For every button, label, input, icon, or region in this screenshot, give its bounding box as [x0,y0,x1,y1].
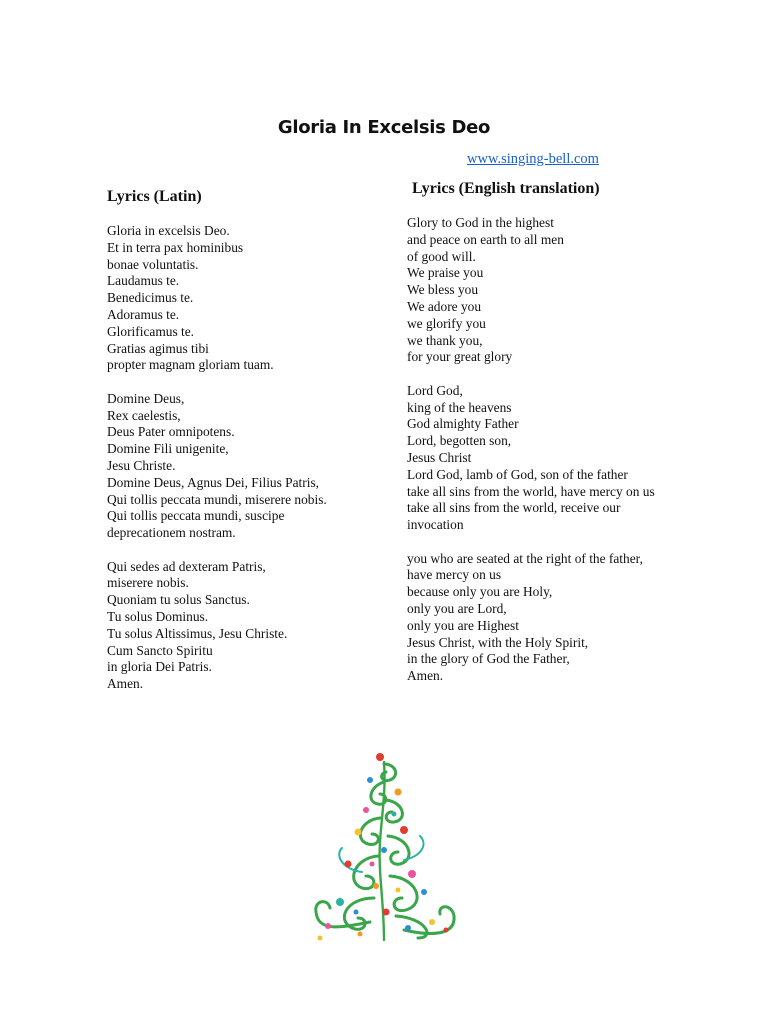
lyric-line: Jesu Christe. [107,457,176,473]
lyric-line: because only you are Holy, [407,584,553,600]
lyric-line: Cum Sancto Spiritu [107,642,213,658]
lyric-line: only you are Lord, [407,600,507,616]
lyric-line: Laudamus te. [107,273,180,289]
lyric-line: Deus Pater omnipotens. [107,424,235,440]
lyric-line: Glory to God in the highest [407,215,554,230]
lyric-line: We praise you [407,265,484,281]
lyric-line: for your great glory [407,349,513,365]
latin-stanza-2 [107,391,387,542]
lyric-line: Lord God, lamb of God, son of the father [407,466,628,482]
lyric-line: Domine Deus, [107,390,185,406]
lyric-line: Gloria in excelsis Deo. [107,223,230,238]
lyric-line: Domine Fili unigenite, [107,441,229,457]
english-heading: Lyrics (English translation) [412,180,600,197]
latin-stanza-3 [107,559,387,693]
lyric-line: Qui sedes ad dexteram Patris, [107,558,266,574]
lyric-line: Et in terra pax hominibus [107,239,244,255]
english-lyrics [407,215,707,702]
lyric-line: in the glory of God the Father, [407,651,570,667]
website-link[interactable]: www.singing-bell.com [467,151,599,167]
lyric-line: Glorificamus te. [107,323,195,339]
lyric-line: propter magnam gloriam tuam. [107,357,274,373]
lyric-line: king of the heavens [407,399,512,415]
english-stanza-3 [407,551,707,685]
lyric-line: take all sins from the world, receive our [407,500,621,516]
lyric-line: of good will. [407,248,476,264]
lyric-line: you who are seated at the right of the father, [407,550,643,566]
lyric-line: bonae voluntatis. [107,256,199,272]
page-title: Gloria In Excelsis Deo [277,117,491,138]
lyric-line: God almighty Father [407,416,519,432]
lyric-line: Amen. [407,668,444,684]
lyric-line: Tu solus Dominus. [107,608,209,624]
lyric-line: Rex caelestis, [107,407,181,423]
lyric-line: Qui tollis peccata mundi, suscipe [107,508,285,524]
lyric-line: in gloria Dei Patris. [107,659,212,675]
lyric-line: we thank you, [407,332,483,348]
lyric-line: Quoniam tu solus Sanctus. [107,592,250,608]
lyric-line: invocation [407,517,464,533]
english-stanza-2 [407,383,707,534]
lyric-line: Qui tollis peccata mundi, miserere nobis. [107,491,327,507]
lyric-line: Jesus Christ, with the Holy Spirit, [407,634,589,650]
lyric-line: Jesus Christ [407,449,472,465]
lyric-line: deprecationem nostram. [107,525,236,541]
christmas-tree-icon [300,752,468,942]
english-stanza-1 [407,215,707,366]
lyric-line: Amen. [107,676,144,692]
lyric-line: miserere nobis. [107,575,189,591]
lyric-line: Adoramus te. [107,306,180,322]
latin-lyrics [107,223,387,710]
lyric-line: only you are Highest [407,617,519,633]
lyric-line: take all sins from the world, have mercy on us [407,483,655,499]
lyric-line: Domine Deus, Agnus Dei, Filius Patris, [107,474,320,490]
lyric-line: Benedicimus te. [107,290,194,306]
lyric-line: Lord, begotten son, [407,433,512,449]
lyric-line: We adore you [407,298,482,314]
lyric-line: Gratias agimus tibi [107,340,209,356]
latin-heading: Lyrics (Latin) [107,188,202,205]
lyric-line: we glorify you [407,315,486,331]
latin-stanza-1 [107,223,387,374]
lyric-line: We bless you [407,282,479,298]
lyric-line: have mercy on us [407,567,502,583]
lyric-line: Lord God, [407,382,463,398]
lyric-line: and peace on earth to all men [407,231,564,247]
lyric-line: Tu solus Altissimus, Jesu Christe. [107,625,288,641]
